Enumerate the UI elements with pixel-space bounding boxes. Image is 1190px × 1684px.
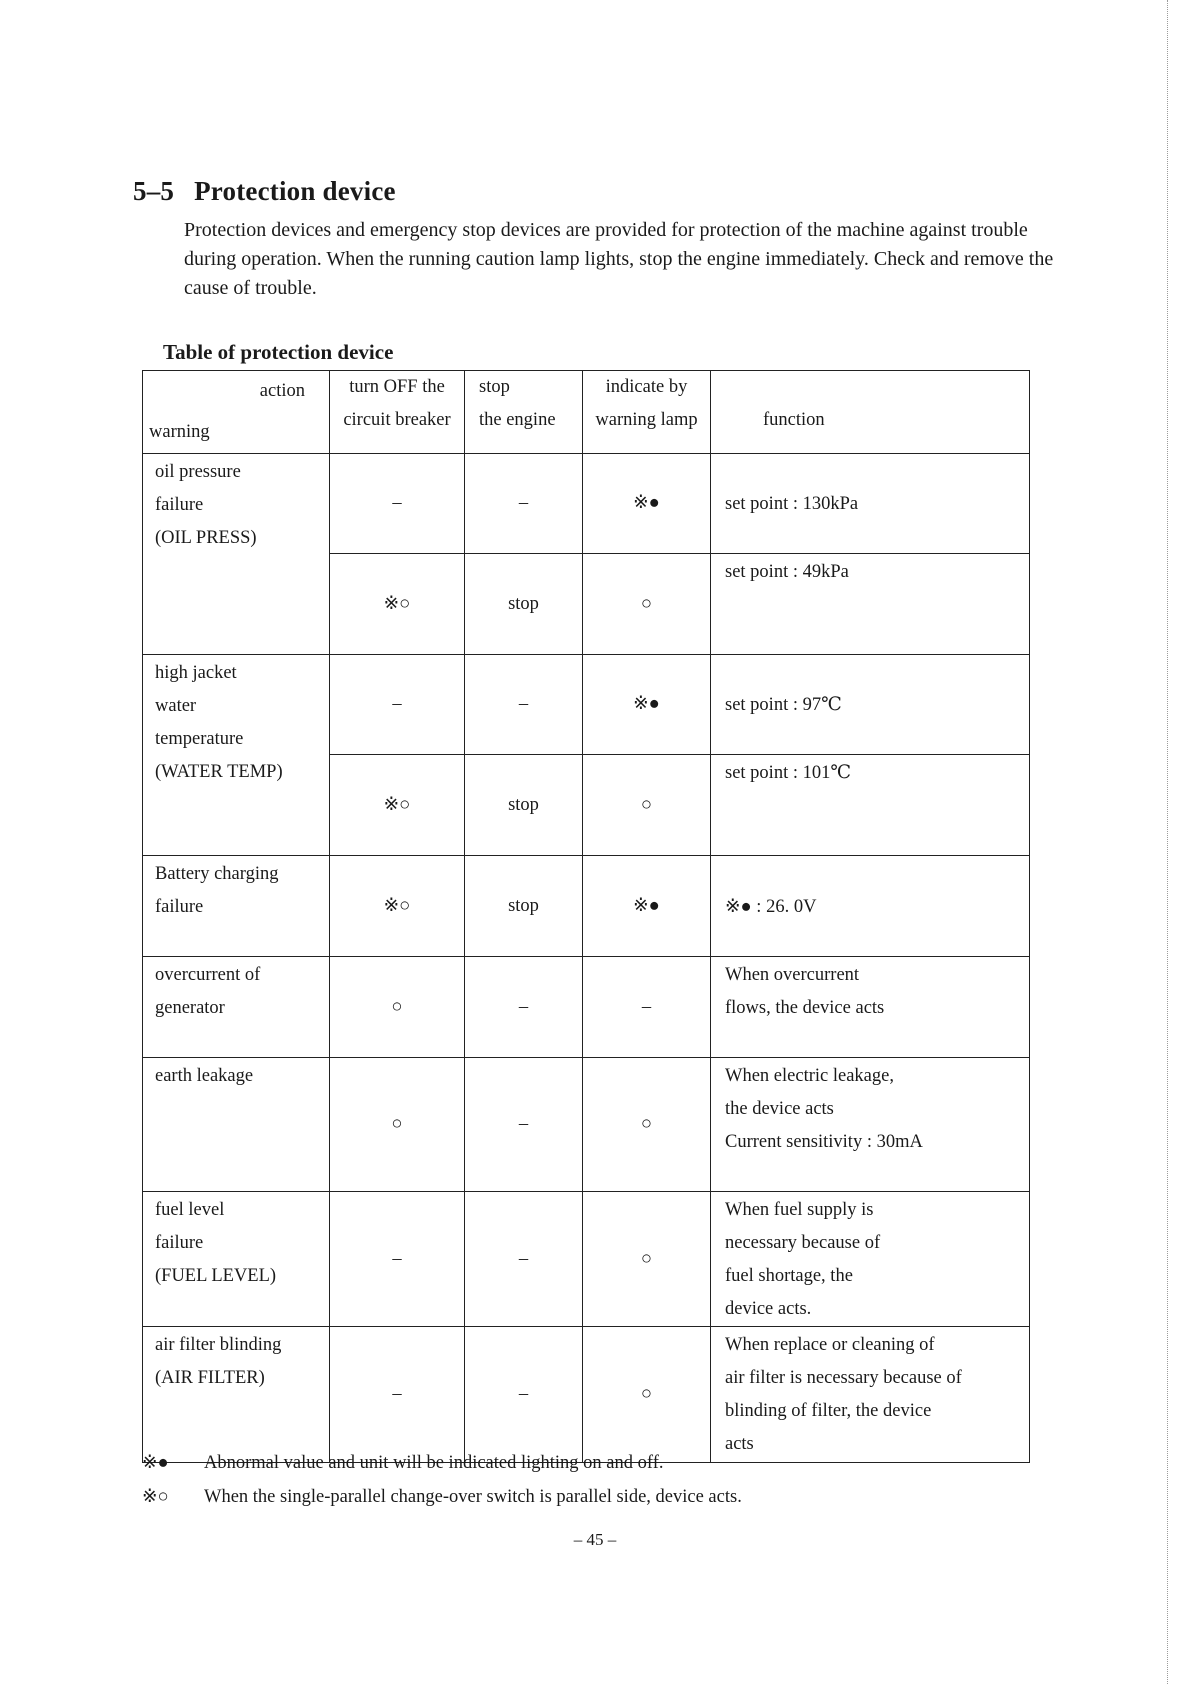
footnote-mark: ※○ xyxy=(142,1487,169,1507)
function-line: flows, the device acts xyxy=(725,998,885,1018)
function-cell: set point : 101℃ xyxy=(711,755,1030,856)
lamp-cell: ○ xyxy=(583,554,711,655)
table-row xyxy=(143,957,1030,1058)
header-lamp-line2: warning lamp xyxy=(595,410,698,430)
header-action-warning xyxy=(143,371,330,454)
warning-line: (OIL PRESS) xyxy=(155,528,257,548)
footnote-text: Abnormal value and unit will be indicated lighting on and off. xyxy=(204,1453,664,1473)
warning-line: overcurrent of xyxy=(155,965,261,985)
function-cell: ※● : 26. 0V xyxy=(711,856,1030,957)
lamp-cell: ○ xyxy=(583,755,711,856)
header-stop-line1: stop xyxy=(479,377,510,397)
lamp-cell: – xyxy=(583,957,711,1058)
function-line: When electric leakage, xyxy=(725,1066,894,1086)
warning-line: temperature xyxy=(155,729,244,749)
section-heading xyxy=(133,176,396,207)
stop-cell: – xyxy=(465,957,583,1058)
table-row xyxy=(143,1327,1030,1463)
function-cell: set point : 49kPa xyxy=(711,554,1030,655)
function-line: fuel shortage, the xyxy=(725,1266,853,1286)
function-line: device acts. xyxy=(725,1299,812,1319)
footnote-mark: ※● xyxy=(142,1453,169,1473)
warning-line: failure xyxy=(155,1233,204,1253)
lamp-cell: ※● xyxy=(583,655,711,755)
table-title: Table of protection device xyxy=(163,340,394,364)
table-row xyxy=(143,655,1030,755)
header-stop xyxy=(465,371,583,454)
warning-water-temp xyxy=(143,655,330,856)
table-row xyxy=(143,856,1030,957)
table-row xyxy=(143,1192,1030,1327)
warning-line: (WATER TEMP) xyxy=(155,762,283,782)
breaker-cell: – xyxy=(330,655,465,755)
warning-line: oil pressure xyxy=(155,462,241,482)
breaker-cell: ※○ xyxy=(330,554,465,655)
header-function: function xyxy=(711,371,1030,454)
stop-cell: – xyxy=(465,1327,583,1463)
lamp-cell: ○ xyxy=(583,1192,711,1327)
warning-line: generator xyxy=(155,998,225,1018)
warning-battery xyxy=(143,856,330,957)
function-cell xyxy=(711,1192,1030,1327)
breaker-cell: ※○ xyxy=(330,856,465,957)
function-line: blinding of filter, the device xyxy=(725,1401,932,1421)
function-line: necessary because of xyxy=(725,1233,881,1253)
warning-line: Battery charging xyxy=(155,864,279,884)
section-intro: Protection devices and emergency stop devices are provided for protection of the machine against trouble during operation. When the running caution lamp lights, stop the engine immediately. Check and remove the cause of trouble. xyxy=(184,219,1054,299)
header-lamp xyxy=(583,371,711,454)
stop-cell: – xyxy=(465,655,583,755)
footnote-parallel xyxy=(142,1486,742,1508)
header-breaker-line1: turn OFF the xyxy=(349,377,445,397)
function-line: When replace or cleaning of xyxy=(725,1335,935,1355)
header-warning: warning xyxy=(149,422,210,442)
warning-earth-leakage xyxy=(143,1058,330,1192)
stop-cell: – xyxy=(465,1058,583,1192)
function-line: When fuel supply is xyxy=(725,1200,874,1220)
function-cell: set point : 97℃ xyxy=(711,655,1030,755)
header-stop-line2: the engine xyxy=(479,410,556,430)
protection-table xyxy=(142,370,1030,1463)
page-number: – 45 – xyxy=(573,1530,617,1549)
section-number: 5–5 xyxy=(133,176,175,206)
function-line: air filter is necessary because of xyxy=(725,1368,962,1388)
function-line: Current sensitivity : 30mA xyxy=(725,1132,923,1152)
function-cell xyxy=(711,1327,1030,1463)
warning-fuel-level xyxy=(143,1192,330,1327)
lamp-cell: ○ xyxy=(583,1327,711,1463)
table-row xyxy=(143,1058,1030,1192)
breaker-cell: – xyxy=(330,1192,465,1327)
stop-cell: stop xyxy=(465,755,583,856)
lamp-cell: ※● xyxy=(583,856,711,957)
breaker-cell: ※○ xyxy=(330,755,465,856)
warning-line: high jacket xyxy=(155,663,237,683)
warning-overcurrent xyxy=(143,957,330,1058)
warning-line: air filter blinding xyxy=(155,1335,282,1355)
function-cell xyxy=(711,1058,1030,1192)
lamp-cell: ○ xyxy=(583,1058,711,1192)
stop-cell: stop xyxy=(465,554,583,655)
stop-cell: stop xyxy=(465,856,583,957)
breaker-cell: – xyxy=(330,454,465,554)
table-header-row xyxy=(143,371,1030,454)
footnote-blinking xyxy=(142,1452,664,1474)
warning-oil-pressure xyxy=(143,454,330,655)
section-title: Protection device xyxy=(194,176,396,206)
function-cell xyxy=(711,957,1030,1058)
breaker-cell: ○ xyxy=(330,1058,465,1192)
warning-air-filter xyxy=(143,1327,330,1463)
warning-line: failure xyxy=(155,897,204,917)
breaker-cell: ○ xyxy=(330,957,465,1058)
breaker-cell: – xyxy=(330,1327,465,1463)
function-line: When overcurrent xyxy=(725,965,860,985)
footnote-text: When the single-parallel change-over switch is parallel side, device acts. xyxy=(204,1487,742,1507)
warning-line: earth leakage xyxy=(155,1066,254,1086)
table-row xyxy=(143,454,1030,554)
stop-cell: – xyxy=(465,454,583,554)
warning-line: (FUEL LEVEL) xyxy=(155,1266,277,1286)
warning-line: fuel level xyxy=(155,1200,225,1220)
function-line: acts xyxy=(725,1434,754,1454)
page-edge-perforation xyxy=(1167,0,1168,1684)
stop-cell: – xyxy=(465,1192,583,1327)
warning-line: failure xyxy=(155,495,204,515)
lamp-cell: ※● xyxy=(583,454,711,554)
function-cell: set point : 130kPa xyxy=(711,454,1030,554)
function-line: the device acts xyxy=(725,1099,834,1119)
warning-line: (AIR FILTER) xyxy=(155,1368,265,1388)
header-breaker-line2: circuit breaker xyxy=(343,410,451,430)
header-lamp-line1: indicate by xyxy=(605,377,688,397)
header-action: action xyxy=(259,381,305,401)
warning-line: water xyxy=(155,696,197,716)
header-breaker xyxy=(330,371,465,454)
